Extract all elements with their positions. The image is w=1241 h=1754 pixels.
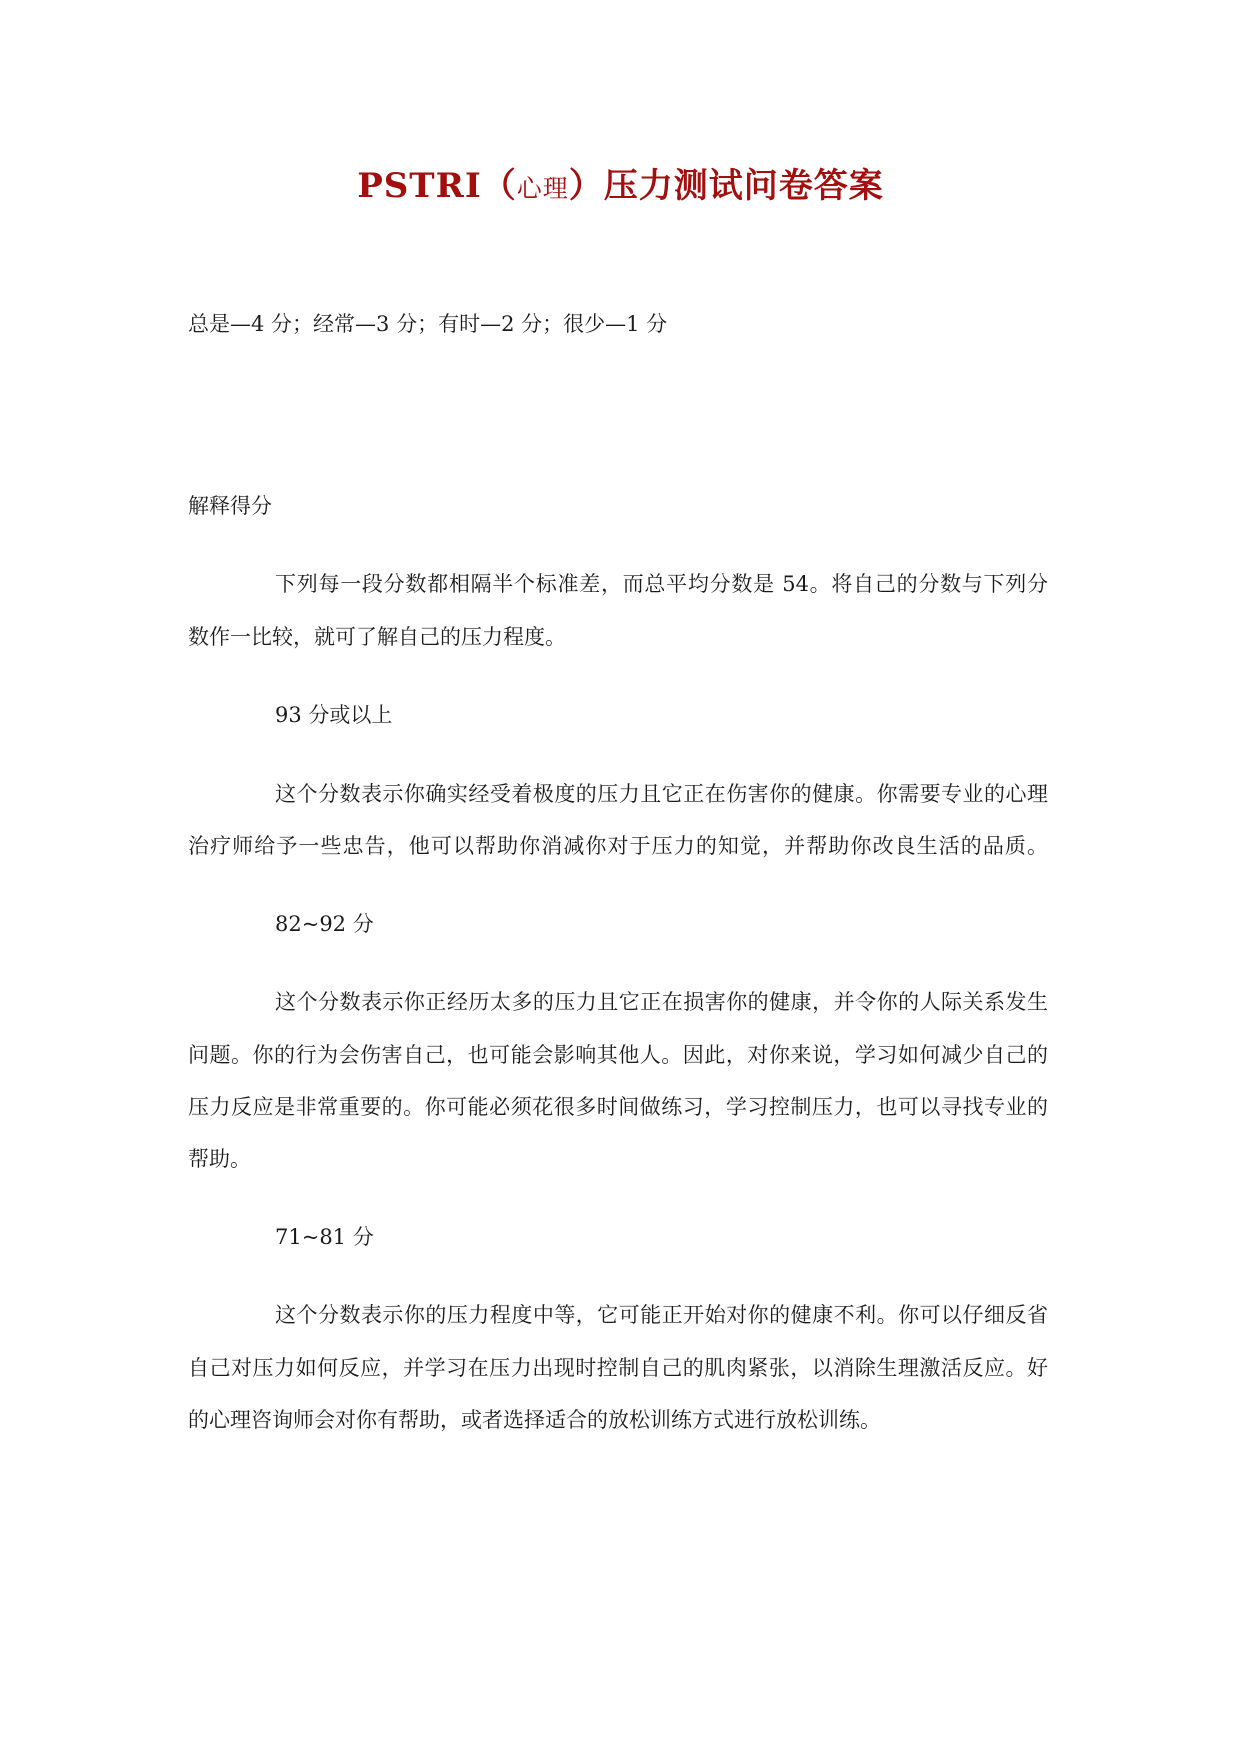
level-3-line-1: 这个分数表示你的压力程度中等，它可能正开始对你的健康不利。你可以仔细反省 [275,1303,1048,1327]
level-2-line-2: 问题。你的行为会伤害自己，也可能会影响其他人。因此，对你来说，学习如何减少自己的 [188,1043,1048,1067]
level-1-line-2: 治疗师给予一些忠告，他可以帮助你消减你对于压力的知觉，并帮助你改良生活的品质。 [188,834,1048,858]
title-small-text: 心理 [516,174,569,203]
level-range-3: 71~81 分 [275,1225,374,1249]
level-range-2: 82~92 分 [275,912,374,936]
level-3-line-3: 的心理咨询师会对你有帮助，或者选择适合的放松训练方式进行放松训练。 [188,1408,881,1432]
intro-line-1: 下列每一段分数都相隔半个标准差，而总平均分数是 54。将自己的分数与下列分 [275,572,1048,596]
scoring-line: 总是—4 分；经常—3 分；有时—2 分；很少—1 分 [188,312,668,336]
title-suffix: ）压力测试问卷答案 [568,166,884,206]
section-heading: 解释得分 [188,494,272,518]
intro-line-2: 数作一比较，就可了解自己的压力程度。 [188,625,566,649]
title-prefix: PSTRI（ [357,166,517,206]
level-range-1: 93 分或以上 [275,703,393,727]
level-2-line-3: 压力反应是非常重要的。你可能必须花很多时间做练习，学习控制压力，也可以寻找专业的 [188,1095,1048,1119]
level-2-line-1: 这个分数表示你正经历太多的压力且它正在损害你的健康，并令你的人际关系发生 [275,990,1048,1014]
page-title [0,158,1241,207]
level-3-line-2: 自己对压力如何反应，并学习在压力出现时控制自己的肌肉紧张，以消除生理激活反应。好 [188,1356,1048,1380]
level-1-line-1: 这个分数表示你确实经受着极度的压力且它正在伤害你的健康。你需要专业的心理 [275,782,1048,806]
level-2-line-4: 帮助。 [188,1147,251,1171]
